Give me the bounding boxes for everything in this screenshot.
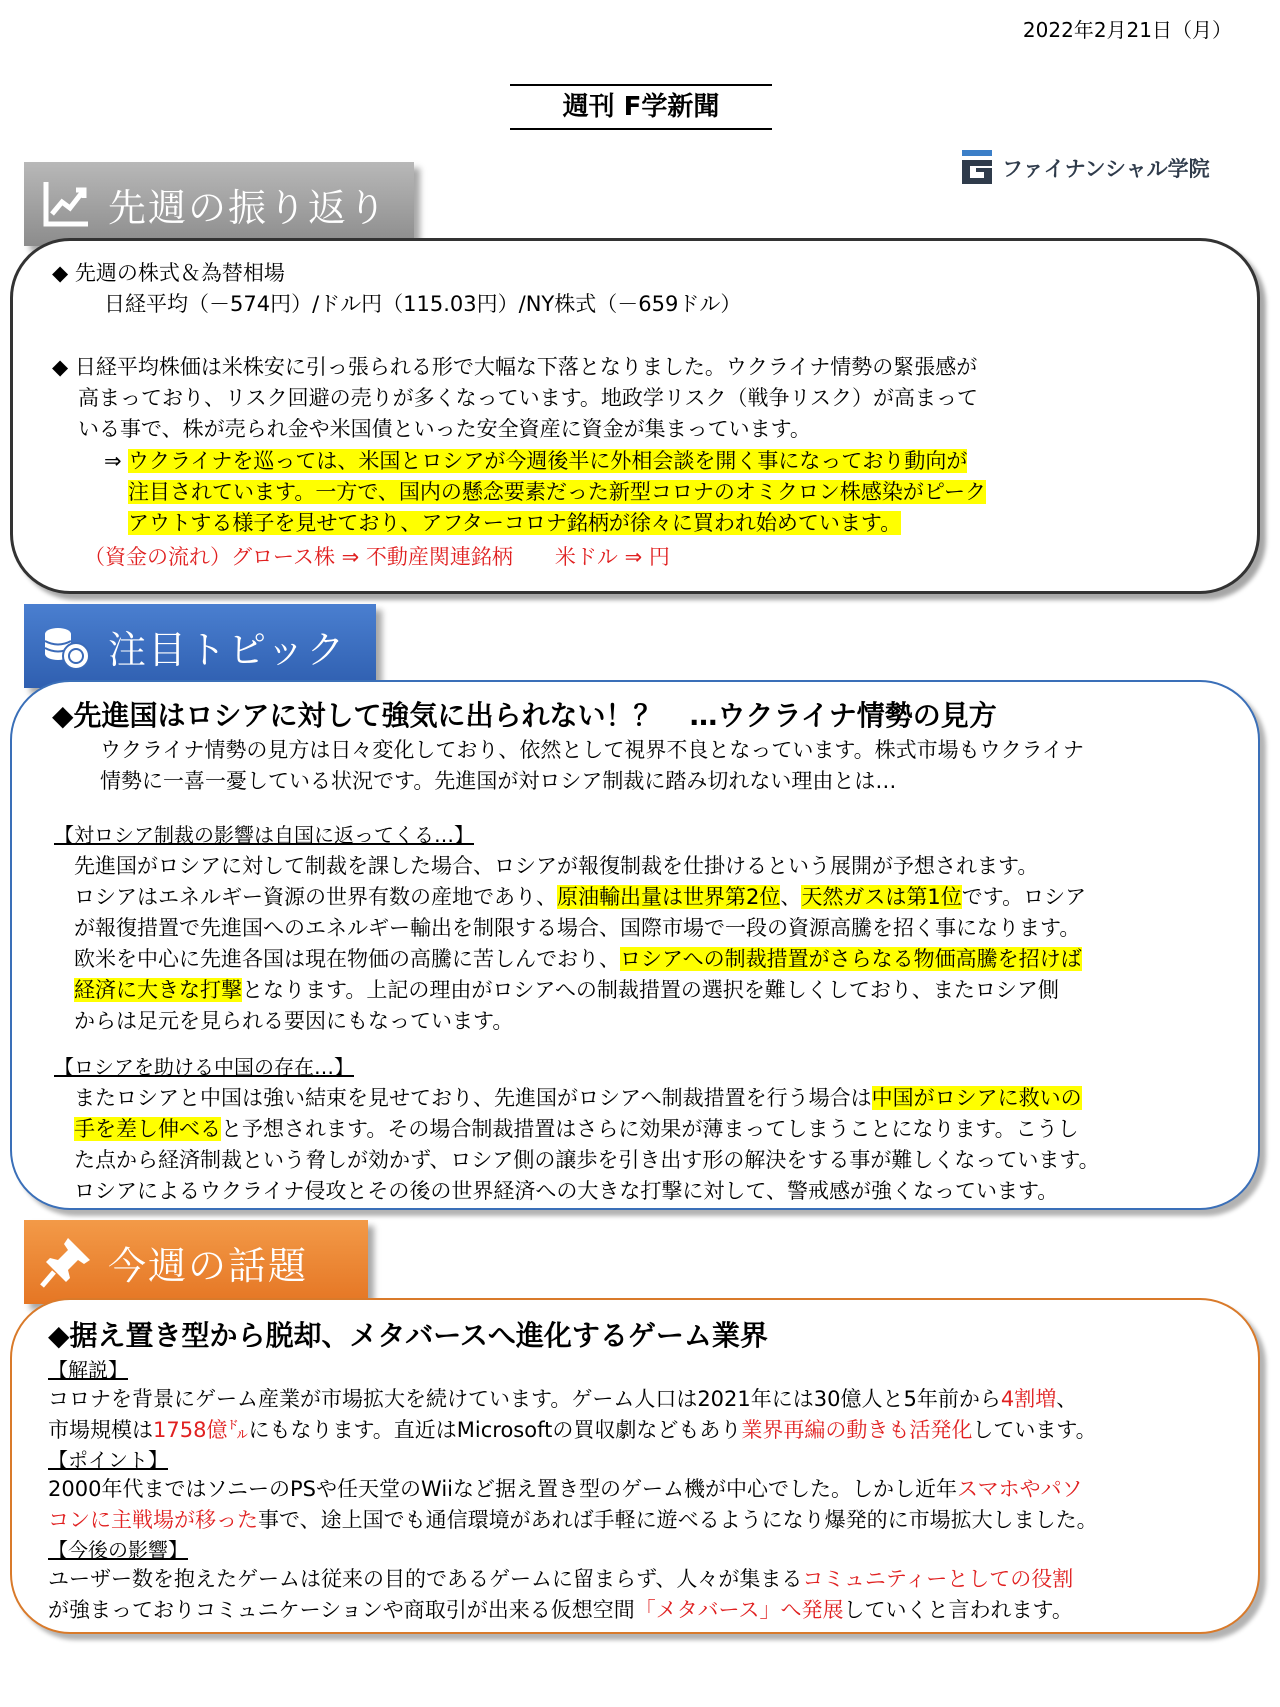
review-para-line: 高まっており、リスク回避の売りが多くなっています。地政学リスク（戦争リスク）が高まって [78,386,979,410]
topic-intro-line: ウクライナ情勢の見方は日々変化しており、依然として視界不良となっています。株式市場もウクライナ [100,738,1085,762]
review-para-line: ◆ 日経平均株価は米株安に引っ張られる形で大幅な下落となりました。ウクライナ情勢の緊張感が [52,355,978,379]
section-title: 注目トピック [108,627,347,672]
body-line: 先進国がロシアに対して制裁を課した場合、ロシアが報復制裁を仕掛けるという展開が予想されます。 [74,854,1039,878]
body-line: が報復措置で先進国へのエネルギー輸出を制限する場合、国際市場で一段の資源高騰を招く事になります。 [74,916,1081,940]
review-para-line: いる事で、株が売られ金や米国債といった安全資産に資金が集まっています。 [78,417,811,441]
masthead-title: 週刊 F学新聞 [510,84,772,130]
subheading: 【対ロシア制裁の影響は自国に返ってくる…】 [54,823,474,847]
body-line: ロシアによるウクライナ侵攻とその後の世界経済への大きな打撃に対して、警戒感が強くなっています。 [74,1179,1059,1203]
subheading: 【ロシアを助ける中国の存在…】 [54,1055,354,1079]
pushpin-icon [36,1232,96,1292]
weekly-headline: ◆据え置き型から脱却、メタバースへ進化するゲーム業界 [48,1319,768,1352]
coins-icon [36,616,96,676]
body-line: コロナを背景にゲーム産業が市場拡大を続けています。ゲーム人口は2021年には30億人と5年前から4割増、 [48,1387,1078,1411]
subheading: 【解説】 [48,1358,128,1382]
section-banner-topic [24,604,376,688]
subheading: 【今後の影響】 [48,1538,188,1562]
body-line: ロシアはエネルギー資源の世界有数の産地であり、原油輸出量は世界第2位、天然ガスは第1位です。ロシア [74,885,1087,909]
logo-mark-icon [960,148,994,188]
money-flow: （資金の流れ）グロース株 ⇒ 不動産関連銘柄 米ドル ⇒ 円 [84,545,670,569]
body-line: 2000年代まではソニーのPSや任天堂のWiiなど据え置き型のゲーム機が中心でした。しかし近年スマホやパソ [48,1477,1083,1501]
topic-intro-line: 情勢に一喜一憂している状況です。先進国が対ロシア制裁に踏み切れない理由とは… [100,769,897,793]
section-banner-weekly [24,1220,368,1304]
logo-text: ファイナンシャル学院 [1002,157,1210,181]
highlight-line: ウクライナを巡っては、米国とロシアが今週後半に外相会談を開く事になっており動向が [128,449,968,473]
trend-chart-icon [36,174,96,234]
arrow-symbol: ⇒ [104,449,122,473]
section-title: 先週の振り返り [108,185,389,230]
section-title: 今週の話題 [108,1243,309,1288]
highlight-line: 注目されています。一方で、国内の懸念要素だった新型コロナのオミクロン株感染がピーク [128,480,987,504]
body-line: ユーザー数を抱えたゲームは従来の目的であるゲームに留まらず、人々が集まるコミュニティーとしての役割 [48,1567,1074,1591]
market-values: 日経平均（－574円）/ドル円（115.03円）/NY株式（－659ドル） [104,292,742,316]
body-line: またロシアと中国は強い結束を見せており、先進国がロシアへ制裁措置を行う場合は中国がロシアに救いの [74,1086,1082,1110]
body-line: 欧米を中心に先進各国は現在物価の高騰に苦しんでおり、ロシアへの制裁措置がさらなる物価高騰を招けば [74,947,1082,971]
subheading: 【ポイント】 [48,1448,168,1472]
body-line: 経済に大きな打撃となります。上記の理由がロシアへの制裁措置の選択を難しくしており、またロシア側 [74,978,1059,1002]
issue-date: 2022年2月21日（月） [1022,18,1232,42]
body-line: からは足元を見られる要因にもなっています。 [74,1009,514,1033]
publisher-logo [960,146,1210,190]
body-line: た点から経済制裁という脅しが効かず、ロシア側の譲歩を引き出す形の解決をする事が難しくなっています。 [74,1148,1100,1172]
highlight-line: アウトする様子を見せており、アフターコロナ銘柄が徐々に買われ始めています。 [128,511,902,535]
body-line: 手を差し伸べると予想されます。その場合制裁措置はさらに効果が薄まってしまうことになります。こうし [74,1117,1079,1141]
market-heading: ◆ 先週の株式＆為替相場 [52,261,285,285]
body-line: が強まっておりコミュニケーションや商取引が出来る仮想空間「メタバース」へ発展していくと言われます。 [48,1598,1073,1622]
section-banner-review [24,162,414,246]
topic-headline: ◆先進国はロシアに対して強気に出られない！？ …ウクライナ情勢の見方 [52,699,997,732]
body-line: 市場規模は1758億㌦にもなります。直近はMicrosoftの買収劇などもあり業界再編の動きも活発化しています。 [48,1418,1097,1442]
body-line: コンに主戦場が移った事で、途上国でも通信環境があれば手軽に遊べるようになり爆発的に市場拡大しました。 [48,1508,1098,1532]
